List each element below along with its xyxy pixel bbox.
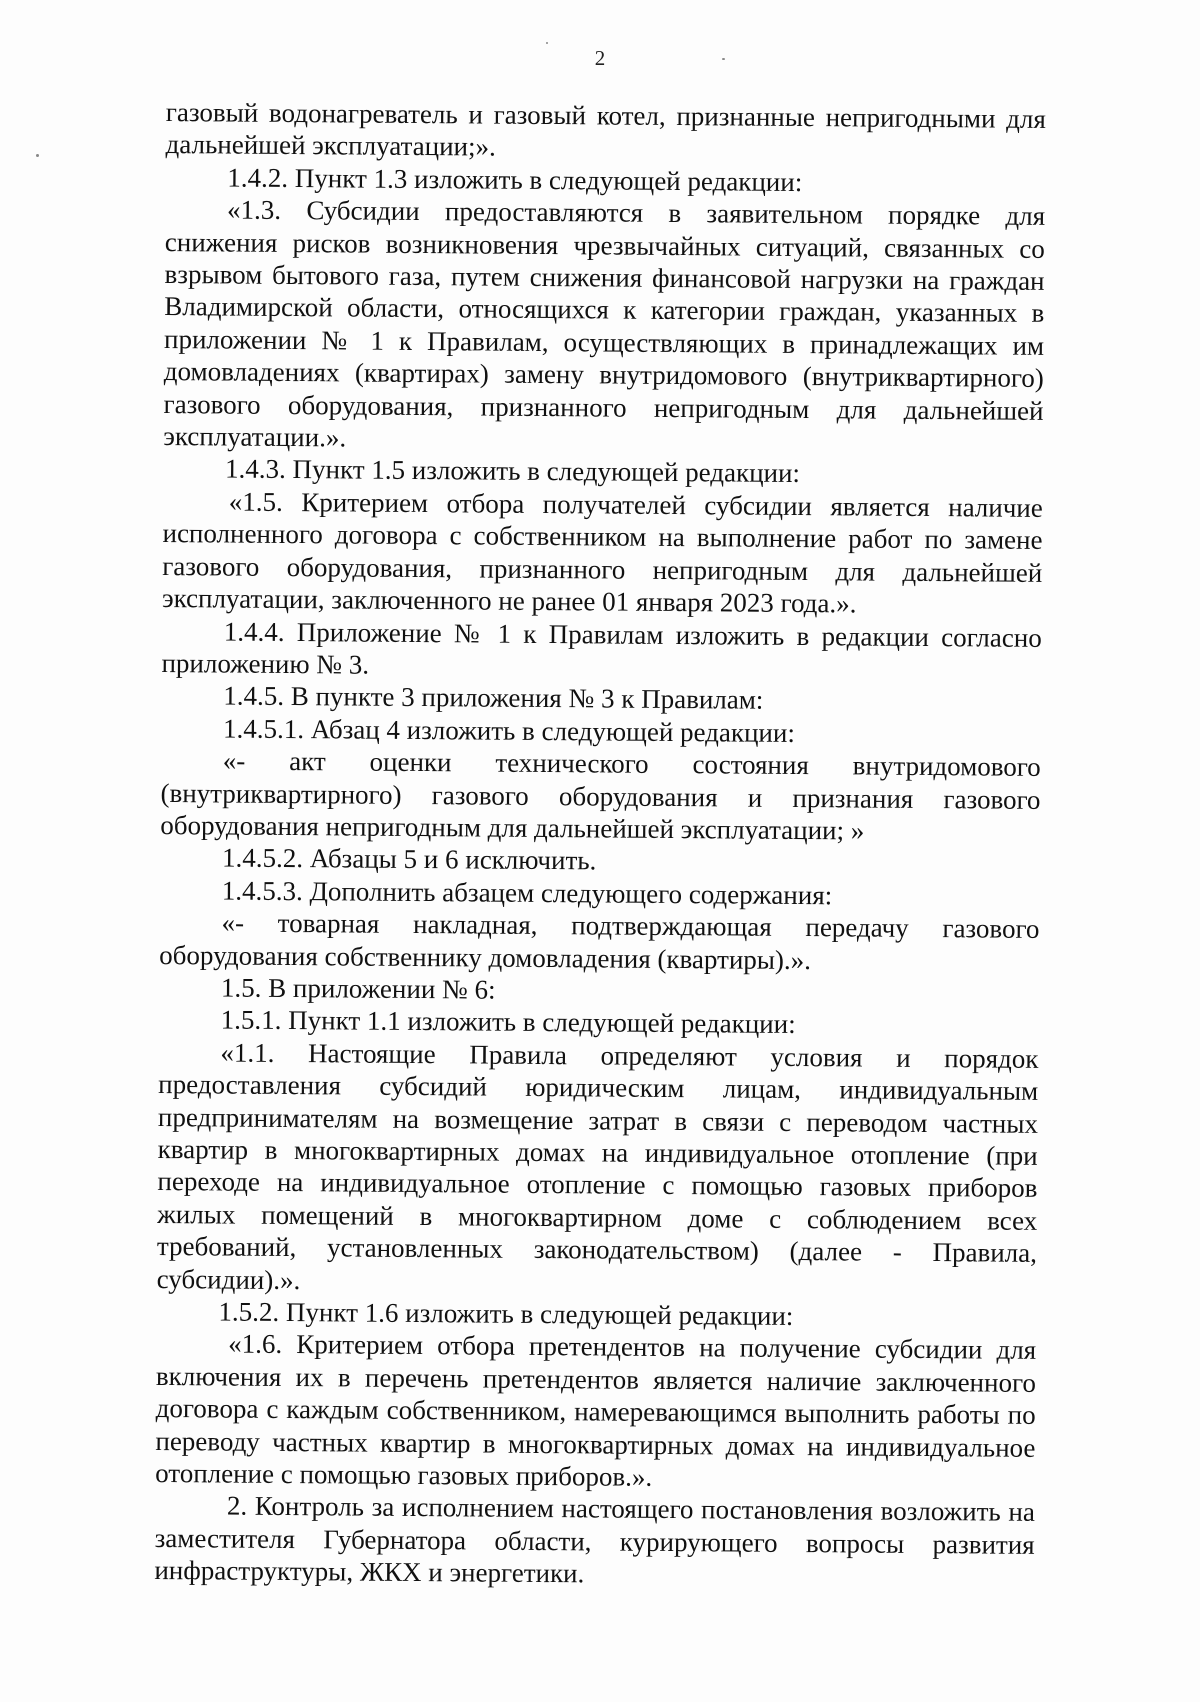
paragraph: 1.4.2. Пункт 1.3 изложить в следующей редакции: [227, 162, 803, 197]
paragraph: «1.3. Субсидии предоставляются в заявительном порядке для снижения рисков возникновения чрезвычайных ситуаций, связанных со взрывом бытового газа, путем снижения финансовой нагрузки на граждан Владимирской области, относящихся к категории граждан, указанных в приложении № 1 к Правилам, осуществляющих в принадлежащих им домовладениях (квартирах) замену внутридомового (внутриквартирного) газового оборудования, признанного непригодным для дальнейшей эксплуатации.». [163, 194, 1046, 453]
paragraph: 1.4.4. Приложение № 1 к Правилам изложить в редакции согласно приложению № 3. [161, 615, 1042, 680]
paragraph: 1.5.1. Пункт 1.1 изложить в следующей редакции: [220, 1004, 796, 1040]
paragraph: 1.5.2. Пункт 1.6 изложить в следующей редакции: [218, 1296, 794, 1331]
document-body [154, 96, 1046, 1594]
paragraph: 1.4.5.2. Абзацы 5 и 6 исключить. [221, 842, 597, 876]
paragraph: «1.5. Критерием отбора получателей субсидии является наличие исполненного договора с собственником на выполнение работ по замене газового оборудования, признанного непригодным для дальнейшей эксплуатации, заключенного не ранее 01 января 2023 года.». [161, 486, 1043, 619]
page-number: 2 [594, 46, 606, 70]
scan-speck [546, 42, 548, 44]
paragraph: газовый водонагреватель и газовый котел, признанные непригодными для дальнейшей эксплуатации;». [165, 96, 1046, 162]
paragraph: «1.1. Настоящие Правила определяют условия и порядок предоставления субсидий юридическим лицам, индивидуальным предпринимателям на возмещение затрат в связи с переводом частных квартир в многоквартирных домах на индивидуальное отопление (при переходе на индивидуальное отопление с помощью газовых приборов жилых помещений в многоквартирном доме с соблюдением всех требований, установленных законодательством) (далее - Правила, субсидии).». [156, 1037, 1039, 1295]
paragraph: 1.5. В приложении № 6: [220, 972, 496, 1005]
paragraph: 1.4.3. Пункт 1.5 изложить в следующей редакции: [224, 453, 801, 489]
paragraph: «1.6. Критерием отбора претендентов на получение субсидии для включения их в перечень претендентов является наличие заключенного договора с каждым собственником, намеревающимся выполнить работы по переводу частных квартир в многоквартирных домах на индивидуальное отопление с помощью газовых приборов.». [155, 1328, 1037, 1492]
paragraph: 1.4.5.3. Дополнить абзацем следующего содержания: [221, 875, 833, 911]
paragraph: 1.4.5.1. Абзац 4 изложить в следующей редакции: [222, 713, 796, 748]
paragraph: «- акт оценки технического состояния внутридомового (внутриквартирного) газового оборудования и признания газового оборудования непригодным для дальнейшей эксплуатации; » [160, 745, 1041, 846]
paragraph: «- товарная накладная, подтверждающая передачу газового оборудования собственнику домовладения (квартиры).». [159, 907, 1040, 975]
paragraph: 2. Контроль за исполнением настоящего постановления возложить на заместителя Губернатора области, курирующего вопросы развития инфраструктуры, ЖКХ и энергетики. [154, 1490, 1036, 1589]
paragraph: 1.4.5. В пункте 3 приложения № 3 к Правилам: [223, 680, 764, 716]
scan-speck [36, 154, 39, 157]
scan-speck [722, 58, 725, 60]
